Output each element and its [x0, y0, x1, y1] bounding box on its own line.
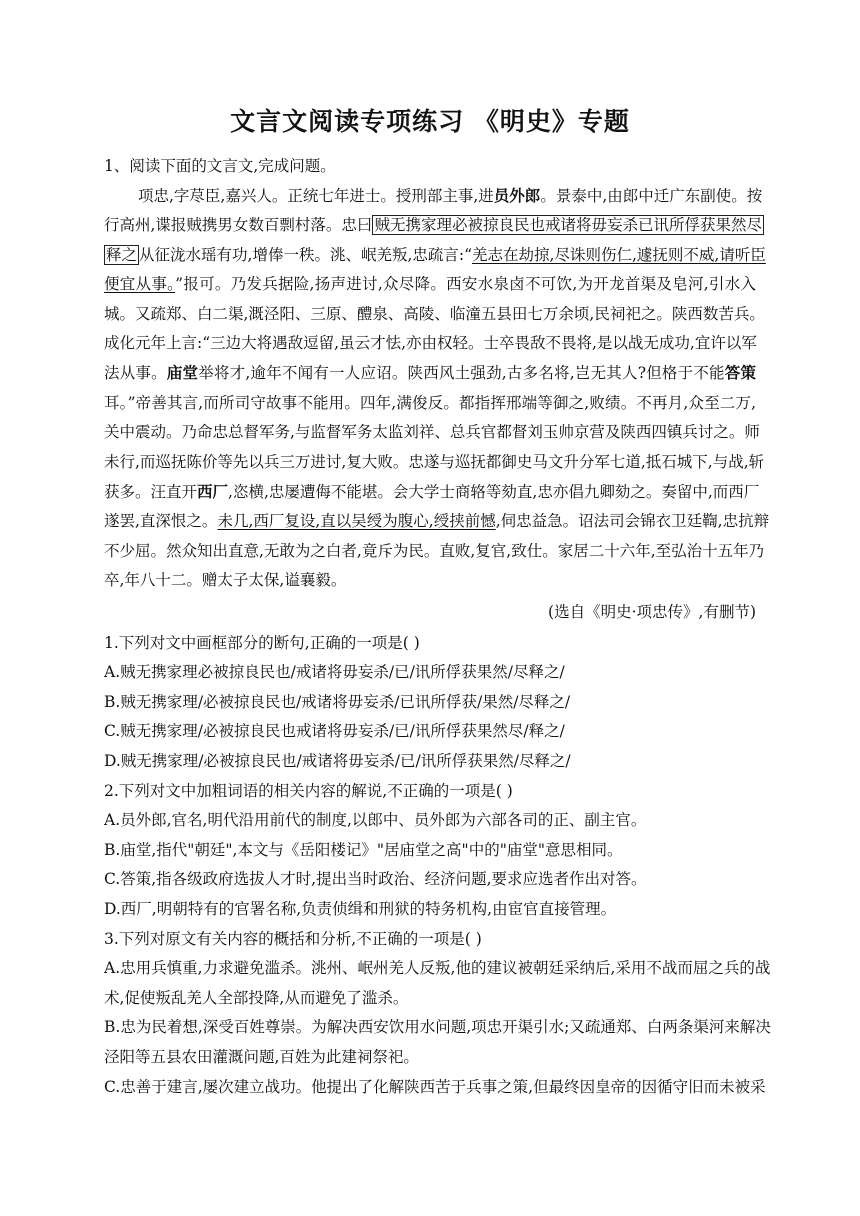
answer-option: C.忠善于建言,屡次建立战功。他提出了化解陕西苦于兵事之策,但最终因皇帝的因循守旧而未被采: [104, 1078, 766, 1096]
answer-option: B.贼无携家理/必被掠良民也/戒诸将毋妄杀/已讯所俘获/果然/尽释之/: [104, 693, 571, 711]
passage-line: 关中震动。乃命忠总督军务,与监督军务太监刘祥、总兵官都督刘玉帅京营及陕西四镇兵讨之。师: [104, 423, 760, 441]
passage-line: 未行,而巡抚陈价等先以兵三万进讨,复大败。忠遂与巡抚都御史马文升分军七道,抵石城下,与战,斩: [104, 453, 765, 471]
bold-term: 庙堂: [166, 363, 199, 382]
answer-option: 泾阳等五县农田灌溉问题,百姓为此建祠祭祀。: [104, 1048, 419, 1066]
passage-line: 不少屈。然众知出直意,无敢为之白者,竟斥为民。直败,复官,致仕。家居二十六年,至弘治十五年乃: [104, 542, 765, 560]
passage-source: (选自《明史·项忠传》,有删节): [548, 603, 756, 621]
answer-option: A.贼无携家理必被掠良民也/戒诸将毋妄杀/已/讯所俘获果然/尽释之/: [104, 663, 565, 681]
answer-option: B.忠为民着想,深受百姓尊崇。为解决西安饮用水问题,项忠开渠引水;又疏通郑、白两条渠河来解决: [104, 1018, 771, 1036]
underlined-passage: 未几,西厂复设,直以吴绶为腹心,绶挟前憾: [217, 512, 496, 530]
bold-term: 西厂: [197, 482, 229, 501]
question-stem: 3.下列对原文有关内容的概括和分析,不正确的一项是( ): [104, 930, 482, 948]
answer-option: 术,促使叛乱羌人全部投降,从而避免了滥杀。: [104, 989, 409, 1007]
passage-line: 释之 从征泷水瑶有功,增俸一秩。洮、岷羌叛,忠疏言:“羌志在劫掠,尽诛则伤仁,遽抚则不威,请听臣: [106, 246, 766, 264]
answer-option: A.员外郎,官名,明代沿用前代的制度,以郎中、员外郎为六部各司的正、副主官。: [104, 811, 647, 829]
answer-option: A.忠用兵慎重,力求避免滥杀。洮州、岷州羌人反叛,他的建议被朝廷采纳后,采用不战而屈之兵的战: [104, 959, 771, 977]
question-intro: 1、阅读下面的文言文,完成问题。: [104, 157, 336, 175]
passage-line: 便宜从事。”报可。乃发兵据险,扬声进讨,众尽降。西安水泉卤不可饮,为开龙首渠及皂河,引水入: [104, 275, 756, 293]
answer-option: B.庙堂,指代"朝廷",本文与《岳阳楼记》"居庙堂之高"中的"庙堂"意思相同。: [104, 841, 623, 859]
page-title: 文言文阅读专项练习 《明史》专题: [230, 107, 630, 136]
answer-option: D.西厂,明朝特有的官署名称,负责侦缉和刑狱的特务机构,由宦官直接管理。: [104, 900, 617, 918]
passage-line: 成化元年上言:“三边大将遇敌逗留,虽云才怯,亦由权轻。士卒畏敌不畏将,是以战无成功,宜许以军: [104, 334, 757, 352]
passage-line: 卒,年八十二。赠太子太保,谥襄毅。: [104, 571, 347, 589]
answer-option: D.贼无携家理/必被掠良民也/戒诸将毋妄杀/已/讯所俘获果然/尽释之/: [104, 752, 571, 770]
passage-line: 法从事。庙堂举将才,逾年不闻有一人应诏。陕西风土强劲,古多名将,岂无其人?但格于不能答策: [104, 363, 756, 382]
passage-line: 城。又疏郑、白二渠,溉泾阳、三原、醴泉、高陵、临潼五县田七万余顷,民祠祀之。陕西数苦兵。: [104, 305, 765, 323]
question-stem: 1.下列对文中画框部分的断句,正确的一项是( ): [104, 634, 420, 652]
passage-line: 行高州,谍报贼携男女数百剽村落。忠曰 贼无携家理必被掠良民也戒诸将毋妄杀已讯所俘获果然尽: [104, 216, 762, 234]
question-stem: 2.下列对文中加粗词语的相关内容的解说,不正确的一项是( ): [104, 782, 513, 800]
underlined-passage: 便宜从事。: [104, 275, 176, 293]
bold-term: 员外郎: [493, 186, 541, 205]
boxed-passage: 贼无携家理必被掠良民也戒诸将毋妄杀已讯所俘获果然尽: [374, 216, 762, 234]
boxed-passage: 释之: [106, 246, 138, 264]
passage-line: 耳。”帝善其言,而所司守故事不能用。四年,满俊反。都指挥邢端等御之,败绩。不再月,众至二万,: [104, 394, 756, 412]
passage-line: 项忠,字荩臣,嘉兴人。正统七年进士。授刑部主事,进员外郎。景泰中,由郎中迁广东副使。按: [138, 186, 763, 205]
underlined-passage: 羌志在劫掠,尽诛则伤仁,遽抚则不威,请听臣: [472, 246, 766, 264]
passage-line: 获多。汪直开西厂,恣横,忠屡遭侮不能堪。会大学士商辂等劾直,忠亦倡九卿劾之。奏留中,而西厂: [104, 482, 760, 501]
answer-option: C.答策,指各级政府选拔人才时,提出当时政治、经济问题,要求应选者作出对答。: [104, 870, 647, 888]
passage-line: 遂罢,直深恨之。未几,西厂复设,直以吴绶为腹心,绶挟前憾,伺忠益急。诏法司会锦衣卫廷鞫,忠抗辩: [104, 512, 770, 530]
bold-term: 答策: [724, 363, 756, 382]
answer-option: C.贼无携家理/必被掠良民也戒诸将毋妄杀/已/讯所俘获果然尽/释之/: [104, 722, 565, 740]
